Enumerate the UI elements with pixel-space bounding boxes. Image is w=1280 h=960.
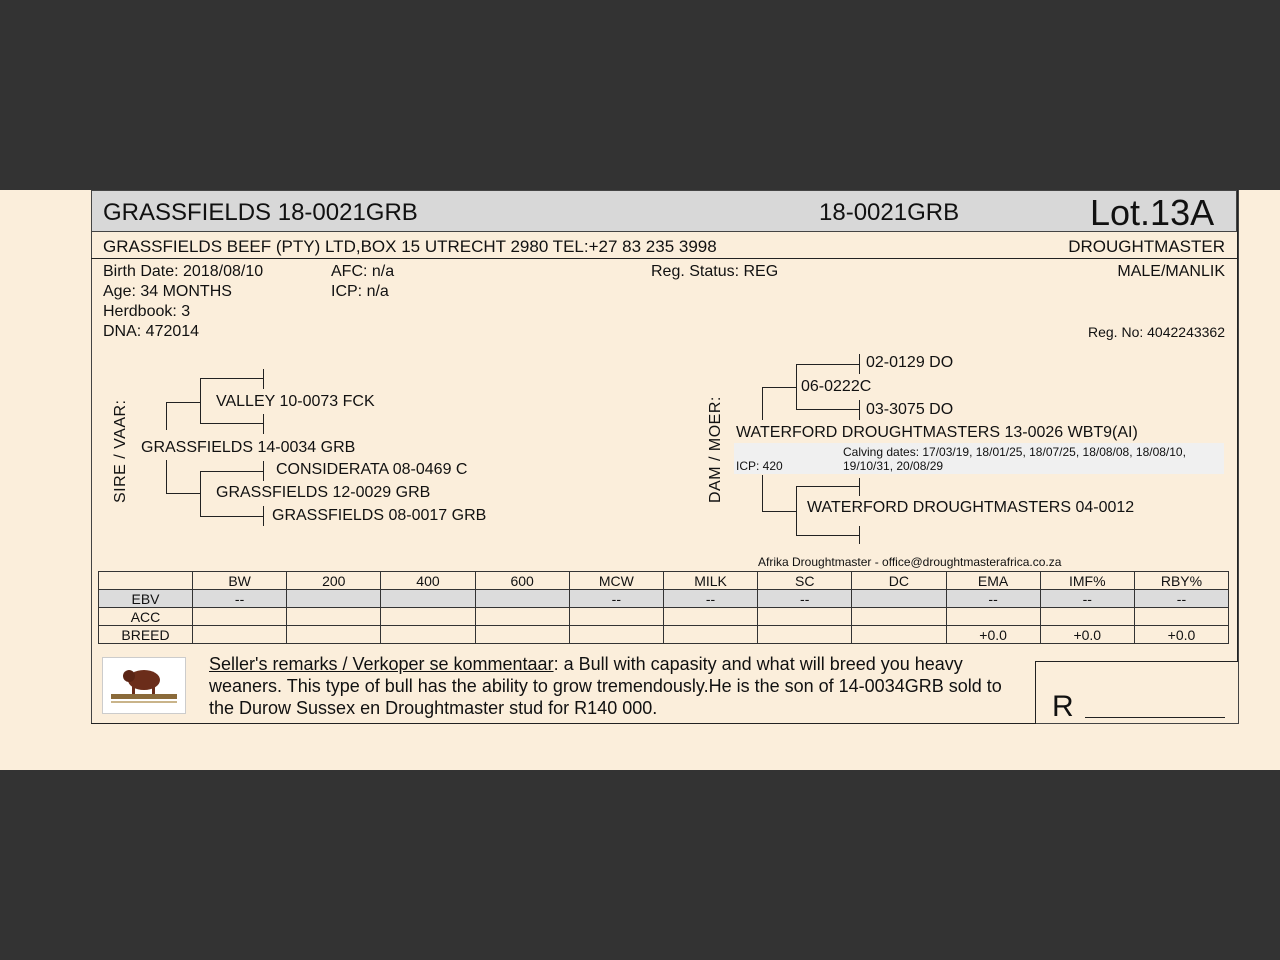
table-cell — [1134, 608, 1228, 626]
table-cell — [758, 626, 852, 644]
pedigree-line — [263, 461, 264, 481]
pedigree-line — [796, 409, 860, 410]
table-cell — [193, 626, 287, 644]
col-header: IMF% — [1040, 572, 1134, 590]
table-cell: +0.0 — [1040, 626, 1134, 644]
pedigree-line — [762, 387, 797, 388]
sire-dam-sire: CONSIDERATA 08-0469 C — [276, 461, 468, 478]
table-cell — [193, 608, 287, 626]
table-cell — [475, 608, 569, 626]
dam-sire-dam: 03-3075 DO — [866, 401, 954, 418]
table-cell — [758, 608, 852, 626]
reg-number: Reg. No: 4042243362 — [1088, 324, 1225, 340]
table-cell — [852, 626, 946, 644]
table-cell — [569, 626, 663, 644]
animal-name: GRASSFIELDS 18-0021GRB — [103, 199, 418, 226]
dam-icp: ICP: 420 — [736, 459, 783, 473]
sire-dam-dam: GRASSFIELDS 08-0017 GRB — [272, 507, 487, 524]
table-cell — [1040, 608, 1134, 626]
ebv-row — [99, 590, 1229, 608]
acc-row — [99, 608, 1229, 626]
col-header: BW — [193, 572, 287, 590]
pedigree-line — [762, 475, 763, 511]
divider — [1035, 661, 1238, 662]
col-header: 400 — [381, 572, 475, 590]
table-cell — [569, 608, 663, 626]
table-cell — [381, 626, 475, 644]
pedigree-line — [263, 506, 264, 526]
pedigree-line — [263, 414, 264, 434]
pedigree-line — [762, 511, 797, 512]
price-input-line[interactable] — [1085, 717, 1225, 718]
row-label: EBV — [99, 590, 193, 608]
ebv-table — [98, 571, 1229, 644]
price-currency: R — [1052, 690, 1074, 723]
breed-row — [99, 626, 1229, 644]
table-corner — [99, 572, 193, 590]
sex: MALE/MANLIK — [1117, 263, 1225, 280]
pedigree-line — [166, 493, 201, 494]
pedigree-line — [166, 460, 167, 493]
breeder-logo — [102, 657, 186, 714]
pedigree-line — [166, 402, 201, 403]
divider — [91, 723, 1036, 724]
table-cell — [946, 608, 1040, 626]
table-cell: -- — [193, 590, 287, 608]
pedigree-line — [166, 402, 167, 430]
table-cell — [475, 626, 569, 644]
bull-icon — [103, 658, 185, 713]
birth-date: Birth Date: 2018/08/10 — [103, 263, 264, 280]
table-cell: -- — [1040, 590, 1134, 608]
sire-label: SIRE / VAAR: — [112, 399, 129, 503]
divider — [1237, 190, 1238, 662]
ebv-header-row — [99, 572, 1229, 590]
calving-dates-2: 19/10/31, 20/08/29 — [843, 459, 944, 473]
icp: ICP: n/a — [331, 283, 389, 300]
pedigree-line — [200, 378, 264, 379]
table-cell: -- — [946, 590, 1040, 608]
table-cell: -- — [758, 590, 852, 608]
pedigree-line — [796, 486, 860, 487]
herdbook: Herdbook: 3 — [103, 303, 191, 320]
table-cell: -- — [569, 590, 663, 608]
remarks-label: Seller's remarks / Verkoper se kommentaar — [209, 654, 554, 674]
breeder-line: GRASSFIELDS BEEF (PTY) LTD,BOX 15 UTRECHT 2980 TEL:+27 83 235 3998 — [103, 237, 717, 256]
seller-remarks — [209, 653, 1009, 719]
dna: DNA: 472014 — [103, 323, 200, 340]
table-cell: -- — [663, 590, 757, 608]
pedigree-line — [200, 471, 201, 517]
pedigree-line — [796, 486, 797, 536]
col-header: MILK — [663, 572, 757, 590]
table-cell — [287, 590, 381, 608]
col-header: RBY% — [1134, 572, 1228, 590]
dam-sire: 06-0222C — [801, 378, 872, 395]
pedigree-line — [859, 354, 860, 374]
pedigree-line — [200, 423, 264, 424]
afc: AFC: n/a — [331, 263, 395, 280]
pedigree-line — [263, 369, 264, 389]
dam-sire-sire: 02-0129 DO — [866, 354, 954, 371]
age: Age: 34 MONTHS — [103, 283, 232, 300]
table-cell: -- — [1134, 590, 1228, 608]
sire-sire: VALLEY 10-0073 FCK — [216, 393, 375, 410]
divider — [1035, 661, 1036, 724]
breed-name: DROUGHTMASTER — [1068, 237, 1225, 256]
pedigree-line — [796, 364, 860, 365]
pedigree-line — [200, 516, 264, 517]
dam: WATERFORD DROUGHTMASTERS 13-0026 WBT9(AI) — [736, 424, 1138, 441]
col-header: EMA — [946, 572, 1040, 590]
table-cell — [381, 590, 475, 608]
table-cell — [475, 590, 569, 608]
sire-dam: GRASSFIELDS 12-0029 GRB — [216, 484, 431, 501]
table-cell — [852, 608, 946, 626]
table-cell — [663, 626, 757, 644]
lot-number: Lot.13A — [1090, 192, 1215, 233]
dam-dam: WATERFORD DROUGHTMASTERS 04-0012 — [807, 499, 1135, 516]
pedigree-line — [762, 387, 763, 420]
row-label: BREED — [99, 626, 193, 644]
table-cell — [381, 608, 475, 626]
sire: GRASSFIELDS 14-0034 GRB — [141, 439, 356, 456]
col-header: 600 — [475, 572, 569, 590]
col-header: SC — [758, 572, 852, 590]
table-cell — [663, 608, 757, 626]
lot-card — [0, 190, 1280, 770]
table-cell — [287, 608, 381, 626]
table-cell: +0.0 — [946, 626, 1040, 644]
table-cell: +0.0 — [1134, 626, 1228, 644]
col-header: 200 — [287, 572, 381, 590]
row-label: ACC — [99, 608, 193, 626]
calving-dates-1: Calving dates: 17/03/19, 18/01/25, 18/07/25, 18/08/08, 18/08/10, — [843, 445, 1186, 459]
pedigree-line — [859, 478, 860, 496]
pedigree-line — [859, 526, 860, 544]
reg-status: Reg. Status: REG — [651, 263, 779, 280]
pedigree-line — [796, 535, 860, 536]
society-contact: Afrika Droughtmaster - office@droughtmasterafrica.co.za — [758, 555, 1062, 569]
pedigree-line — [200, 378, 201, 424]
col-header: DC — [852, 572, 946, 590]
table-cell — [287, 626, 381, 644]
pedigree-line — [796, 364, 797, 410]
animal-id: 18-0021GRB — [819, 199, 960, 226]
table-cell — [852, 590, 946, 608]
remarks-text: : a Bull with capasity and what will breed you heavy weaners. This type of bull has the ability to grow tremendously.He is the son of 14-0034GRB sold to the Durow Sussex en Droughtmaster stud for R140 000. — [209, 654, 1002, 718]
col-header: MCW — [569, 572, 663, 590]
pedigree-line — [859, 400, 860, 420]
divider — [91, 258, 1237, 259]
pedigree-line — [200, 471, 264, 472]
dam-label: DAM / MOER: — [707, 396, 724, 503]
